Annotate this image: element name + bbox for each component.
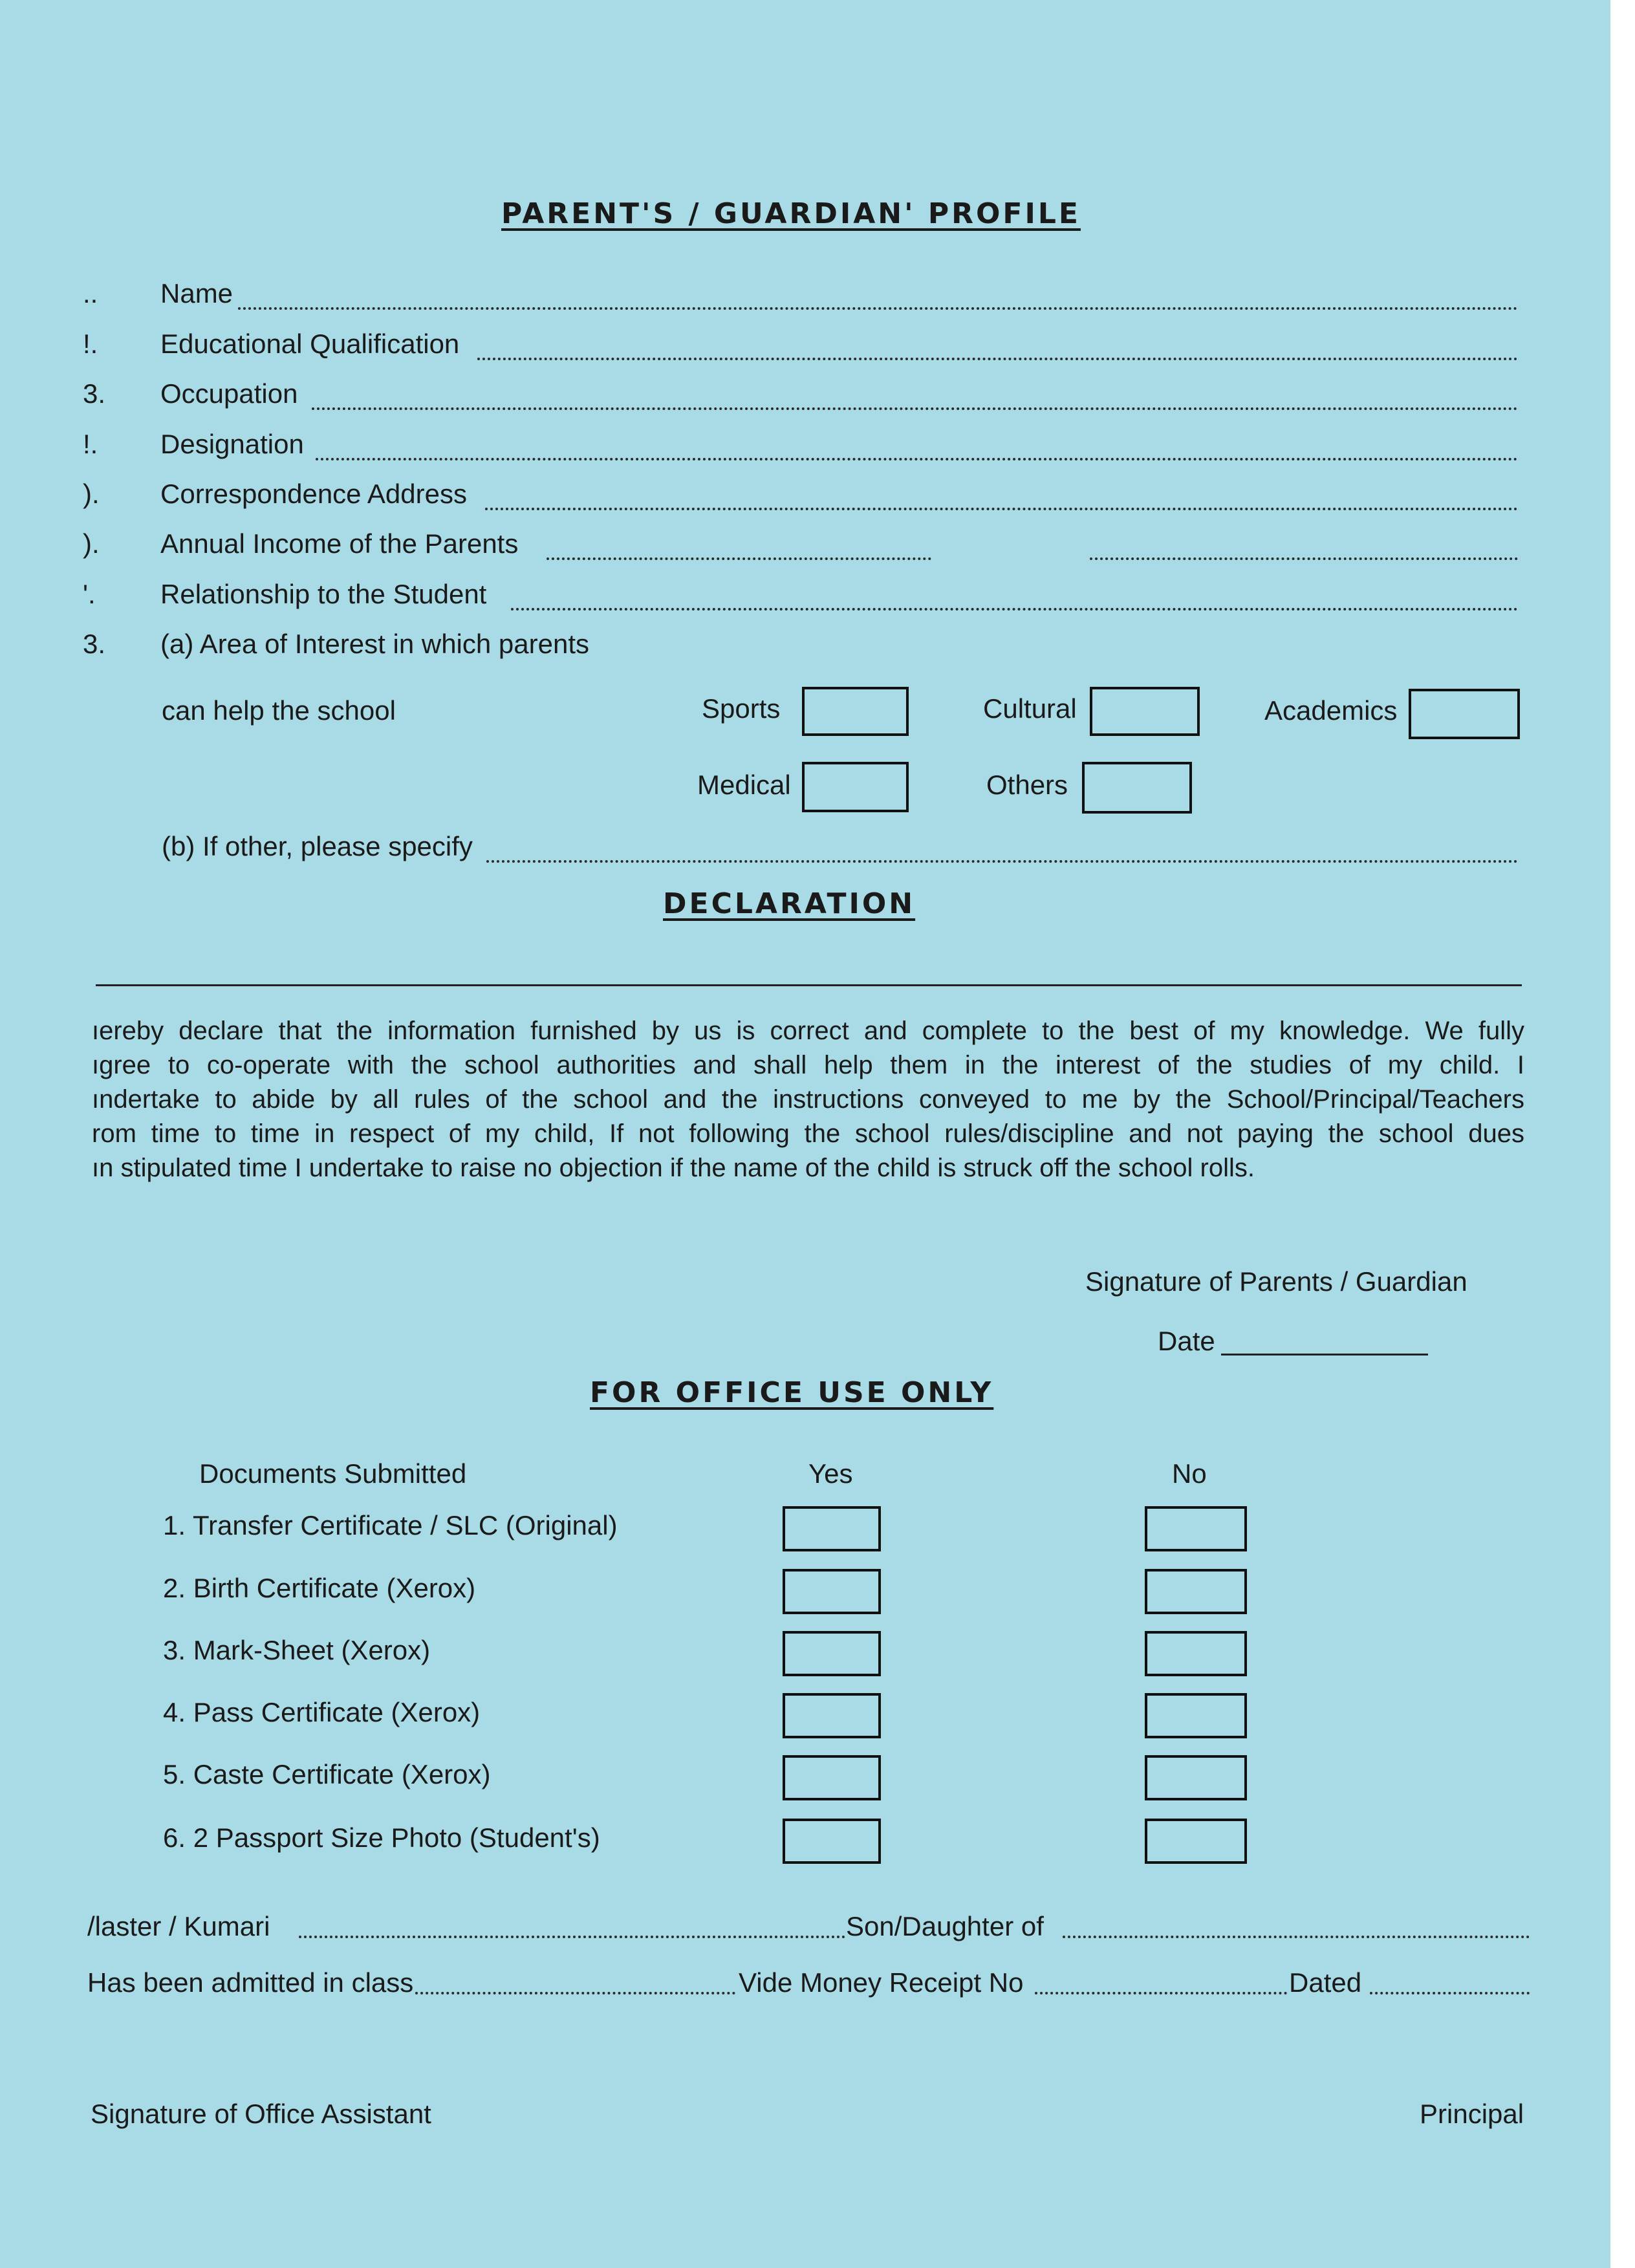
office-title: FOR OFFICE USE ONLY [590,1376,994,1409]
document-yes-checkbox[interactable] [783,1569,881,1614]
profile-field-number: ). [83,528,100,559]
profile-field-line[interactable] [238,307,1518,310]
declaration-title: DECLARATION [663,887,916,920]
document-label: 6. 2 Passport Size Photo (Student's) [163,1822,600,1853]
profile-field-number: ). [83,479,100,509]
profile-field-line[interactable] [547,557,931,560]
declaration-rule [96,984,1522,986]
help-school-label: can help the school [162,695,396,726]
profile-field-number: !. [83,429,98,459]
document-yes-checkbox[interactable] [783,1819,881,1864]
document-label: 2. Birth Certificate (Xerox) [163,1573,476,1603]
option-cultural-label: Cultural [983,693,1077,724]
parent-date-label: Date [1158,1326,1215,1356]
profile-field-label: Relationship to the Student [160,579,487,609]
document-label: 5. Caste Certificate (Xerox) [163,1759,491,1789]
document-no-checkbox[interactable] [1145,1819,1247,1864]
profile-field-line-secondary[interactable] [1090,557,1518,560]
son-daughter-line[interactable] [1063,1936,1530,1938]
option-academics-checkbox[interactable] [1409,689,1520,739]
profile-field-label: (a) Area of Interest in which parents [160,629,589,659]
option-others-label: Others [986,770,1068,800]
master-label: /laster / Kumari [87,1911,270,1941]
receipt-label: Vide Money Receipt No [739,1967,1024,1998]
profile-field-line[interactable] [511,608,1518,610]
document-no-checkbox[interactable] [1145,1755,1247,1800]
profile-title: PARENT'S / GUARDIAN' PROFILE [501,197,1081,230]
dated-label: Dated [1289,1967,1362,1998]
profile-field-label: Designation [160,429,304,459]
document-label: 1. Transfer Certificate / SLC (Original) [163,1510,618,1540]
option-medical-label: Medical [697,770,791,800]
profile-field-label: Annual Income of the Parents [160,528,519,559]
document-no-checkbox[interactable] [1145,1693,1247,1738]
declaration-line: ındertake to abide by all rules of the school and the instructions conveyed to me by the School/Principal/Teachers [92,1085,1524,1114]
profile-field-line[interactable] [477,358,1518,360]
principal-label: Principal [1420,2099,1524,2129]
document-no-checkbox[interactable] [1145,1631,1247,1676]
profile-field-number: !. [83,329,98,359]
profile-field-number: .. [83,278,98,308]
admitted-line[interactable] [415,1992,735,1994]
yes-header: Yes [808,1458,853,1489]
document-yes-checkbox[interactable] [783,1693,881,1738]
document-yes-checkbox[interactable] [783,1506,881,1551]
option-others-checkbox[interactable] [1082,762,1192,814]
document-yes-checkbox[interactable] [783,1755,881,1800]
parent-signature-label: Signature of Parents / Guardian [1085,1266,1467,1297]
profile-field-number: 3. [83,629,106,659]
profile-field-number: '. [83,579,96,609]
option-cultural-checkbox[interactable] [1090,687,1200,736]
other-specify-line[interactable] [486,860,1518,863]
profile-field-line[interactable] [312,407,1518,410]
office-assistant-signature-label: Signature of Office Assistant [91,2099,431,2129]
option-sports-checkbox[interactable] [802,687,909,736]
declaration-line: rom time to time in respect of my child, If not following the school rules/discipline and not paying the school dues [92,1119,1524,1148]
declaration-line: ın stipulated time I undertake to raise no objection if the name of the child is struck off the school rolls. [92,1154,1255,1182]
master-line[interactable] [299,1936,845,1938]
declaration-line: ıereby declare that the information furnished by us is correct and complete to the best of my knowledge. We fully [92,1017,1524,1045]
son-daughter-label: Son/Daughter of [846,1911,1044,1941]
profile-field-line[interactable] [485,508,1518,510]
profile-field-label: Correspondence Address [160,479,467,509]
no-header: No [1172,1458,1207,1489]
parent-date-line[interactable] [1221,1354,1428,1355]
profile-field-label: Name [160,278,233,308]
profile-field-number: 3. [83,378,106,409]
document-no-checkbox[interactable] [1145,1506,1247,1551]
other-specify-label: (b) If other, please specify [162,831,473,861]
document-label: 3. Mark-Sheet (Xerox) [163,1635,431,1665]
admitted-label: Has been admitted in class [87,1967,414,1998]
documents-header: Documents Submitted [199,1458,467,1489]
option-medical-checkbox[interactable] [802,762,909,812]
option-academics-label: Academics [1264,695,1398,726]
document-yes-checkbox[interactable] [783,1631,881,1676]
receipt-line[interactable] [1035,1992,1287,1994]
profile-field-line[interactable] [316,458,1518,460]
dated-line[interactable] [1370,1992,1530,1994]
profile-field-label: Occupation [160,378,298,409]
declaration-line: ıgree to co-operate with the school authorities and shall help them in the interest of the studies of my child. I [92,1051,1524,1079]
document-no-checkbox[interactable] [1145,1569,1247,1614]
document-label: 4. Pass Certificate (Xerox) [163,1697,481,1727]
option-sports-label: Sports [702,693,781,724]
profile-field-label: Educational Qualification [160,329,460,359]
